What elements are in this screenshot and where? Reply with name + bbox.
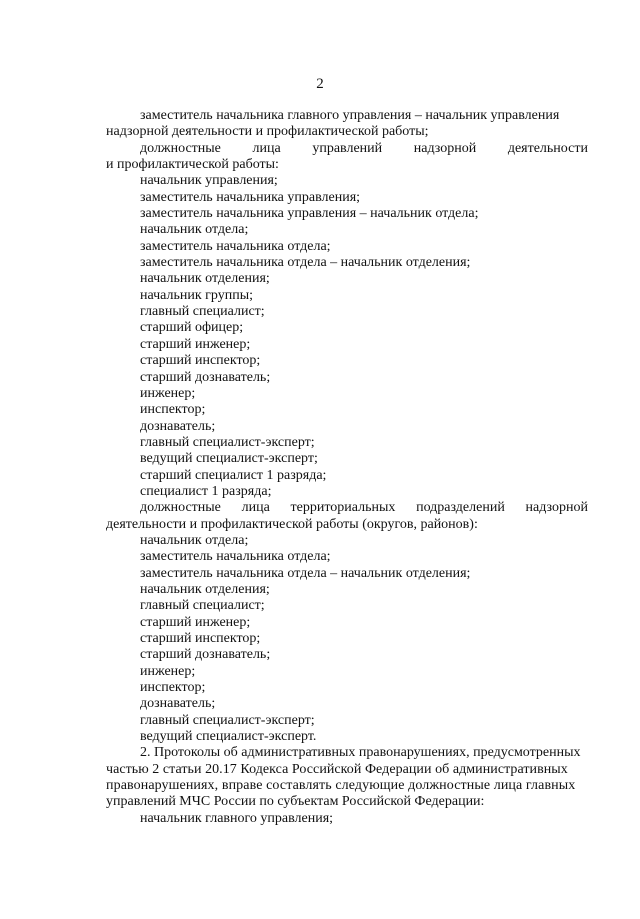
word: подразделений [416,500,505,516]
paragraph-line [106,108,588,124]
document-body [106,108,588,827]
list-item: старший инспектор; [140,631,261,646]
text-line: правонарушениях, вправе составлять следующие должностные лица главных [106,778,576,794]
list-item: начальник отдела; [140,532,249,548]
list-item: начальник отделения; [140,581,270,597]
text-line: заместитель начальника главного управления – начальник управления [140,108,560,123]
list-item: старший специалист 1 разряда; [140,467,327,483]
paragraph-justified-line [106,141,588,157]
list-item: главный специалист; [140,598,265,614]
word: надзорной [413,140,477,156]
list-item: инспектор; [140,680,206,696]
text-line: деятельности и профилактической работы (округов, районов): [106,516,478,532]
page-number: 2 [316,76,324,92]
list-item: ведущий специалист-эксперт; [140,451,318,467]
text-line: 2. Протоколы об административных правонарушениях, предусмотренных [140,745,581,761]
list-item: начальник отделения; [140,271,270,287]
list-item: инженер; [140,663,196,679]
list-item: начальник главного управления; [140,810,334,826]
list-item: ведущий специалист-эксперт. [140,729,317,745]
list-item: старший инспектор; [140,353,261,369]
list-item: заместитель начальника управления; [140,189,361,205]
word: управлений [312,140,383,156]
paragraph-protocols [106,745,588,810]
list-item: главный специалист; [140,304,265,320]
position-list [106,173,588,500]
list-item: старший дознаватель; [140,369,271,385]
word: территориальных [290,500,396,516]
list-item: заместитель начальника управления – начальник отдела; [140,206,479,222]
paragraph-justified-line [106,745,588,761]
text-line: частью 2 статьи 20.17 Кодекса Российской Федерации об административных [106,761,568,777]
list-item: старший инженер; [140,614,251,630]
list-item: инженер; [140,385,196,401]
list-item: начальник группы; [140,287,254,303]
list-item: инспектор; [140,402,206,418]
text-line: надзорной деятельности и профилактической работы; [106,124,429,140]
list-item: главный специалист-эксперт; [140,434,315,450]
list-item: заместитель начальника отдела; [140,238,331,254]
word: должностные [140,500,221,516]
list-item: дознаватель; [140,418,216,434]
list-item: старший офицер; [140,320,244,336]
list-item: заместитель начальника отдела – начальник отделения; [140,565,471,581]
word: должностные [140,140,221,156]
list-item: старший инженер; [140,336,251,352]
text-line: и профилактической работы: [106,157,279,173]
list-item: заместитель начальника отдела – начальник отделения; [140,255,471,271]
word: надзорной [525,500,588,516]
position-list [106,533,588,745]
list-item: старший дознаватель; [140,647,271,663]
list-item: начальник управления; [140,173,278,189]
paragraph-justified-line [106,500,588,516]
list-item: специалист 1 разряда; [140,483,272,499]
word: деятельности [507,140,588,156]
word: лица [241,500,270,516]
list-item: дознаватель; [140,696,216,712]
text-line: управлений МЧС России по субъектам Российской Федерации: [106,794,485,810]
word: лица [252,140,281,156]
list-item: главный специалист-эксперт; [140,712,315,728]
list-item: заместитель начальника отдела; [140,549,331,565]
list-item: начальник отдела; [140,222,249,238]
